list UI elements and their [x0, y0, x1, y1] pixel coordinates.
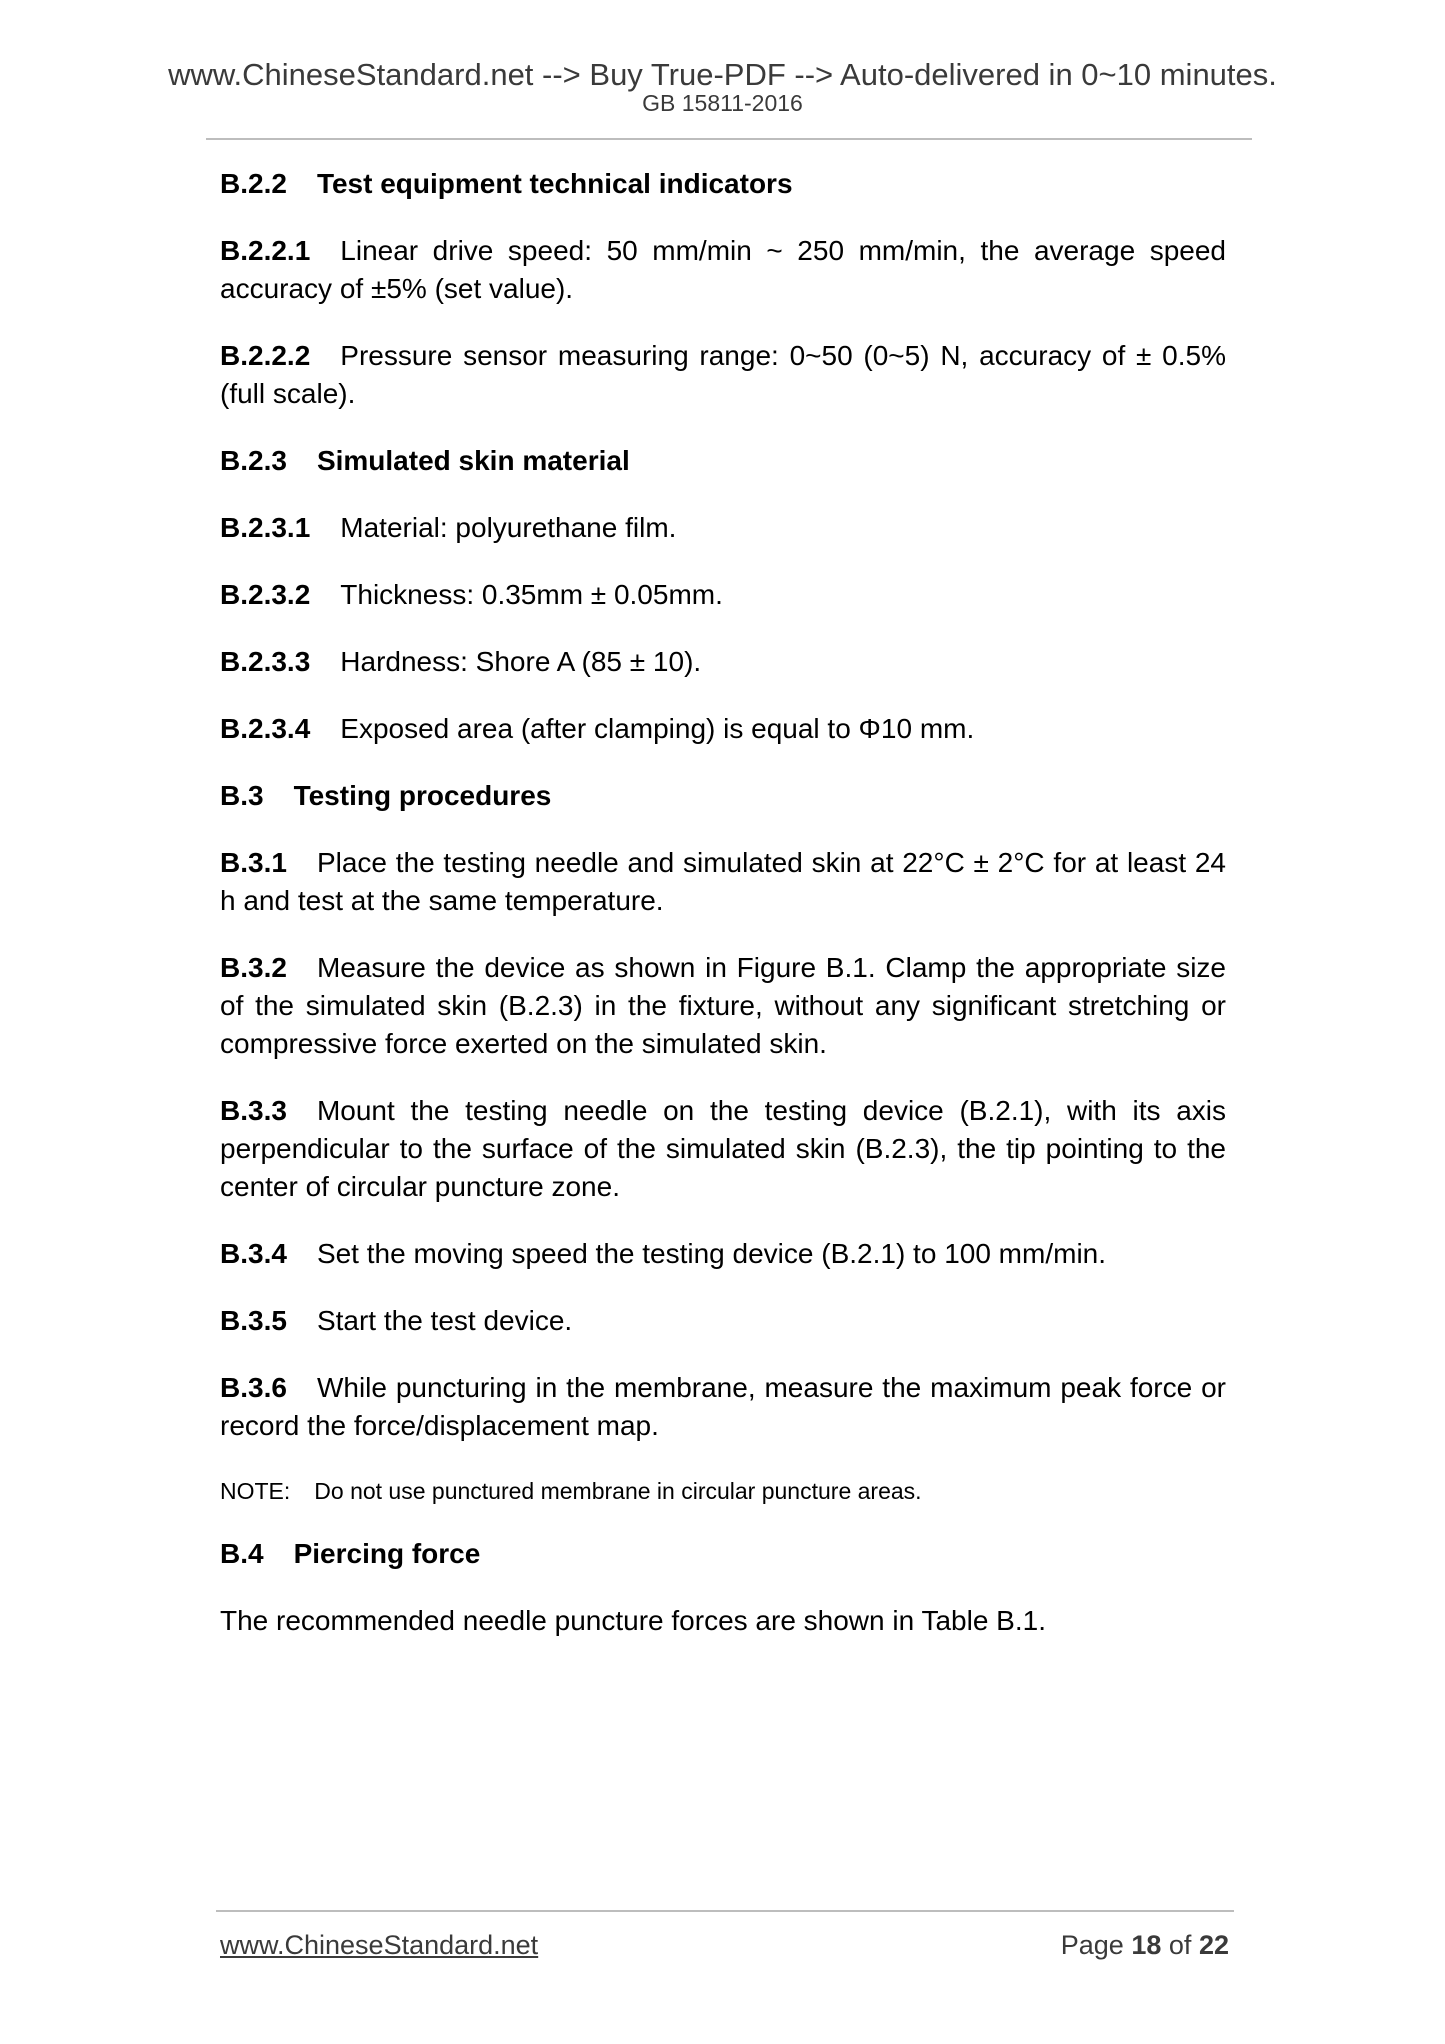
- clause-text: Material: polyurethane film.: [340, 512, 677, 543]
- clause-paragraph: [220, 1602, 1226, 1640]
- heading-text: Test equipment technical indicators: [316, 168, 793, 199]
- section-heading: [220, 777, 1226, 815]
- document-body: [220, 165, 1226, 1669]
- clause-text: Mount the testing needle on the testing device (B.2.1), with its axis perpendicular to the surface of the simulated skin (B.2.3), the tip pointing to the center of circular puncture zone.: [220, 1095, 1226, 1202]
- clause-text: Measure the device as shown in Figure B.1. Clamp the appropriate size of the simulated skin (B.2.3) in the fixture, without any significant stretching or compressive force exerted on the simulated skin.: [220, 952, 1226, 1059]
- heading-text: Testing procedures: [293, 780, 552, 811]
- clause-paragraph: [220, 949, 1226, 1063]
- header-divider: [206, 138, 1252, 140]
- clause-text: Linear drive speed: 50 mm/min ~ 250 mm/min, the average speed accuracy of ±5% (set value).: [220, 235, 1226, 304]
- section-heading: [220, 1535, 1226, 1573]
- clause-text: Thickness: 0.35mm ± 0.05mm.: [340, 579, 723, 610]
- clause-number: B.3.2: [220, 952, 287, 983]
- clause-text: Do not use punctured membrane in circular puncture areas.: [314, 1478, 922, 1504]
- clause-number: B.3.4: [220, 1238, 287, 1269]
- clause-number: B.2.2.2: [220, 340, 311, 371]
- footer-site-link[interactable]: www.ChineseStandard.net: [220, 1930, 539, 1960]
- clause-paragraph: [220, 509, 1226, 547]
- clause-number: B.4: [220, 1538, 264, 1569]
- clause-paragraph: [220, 710, 1226, 748]
- clause-text: Pressure sensor measuring range: 0~50 (0~5) N, accuracy of ± 0.5% (full scale).: [220, 340, 1226, 409]
- clause-number: B.3.3: [220, 1095, 287, 1126]
- clause-number: B.3.6: [220, 1372, 287, 1403]
- header-banner[interactable]: www.ChineseStandard.net --> Buy True-PDF --> Auto-delivered in 0~10 minutes.: [168, 57, 1277, 92]
- clause-paragraph: [220, 1092, 1226, 1206]
- heading-text: Piercing force: [293, 1538, 481, 1569]
- clause-paragraph: [220, 576, 1226, 614]
- section-heading: [220, 442, 1226, 480]
- page-total: 22: [1198, 1930, 1229, 1960]
- note-paragraph: [220, 1474, 1226, 1508]
- clause-number: B.2.3.2: [220, 579, 311, 610]
- clause-paragraph: [220, 844, 1226, 920]
- page-current: 18: [1131, 1930, 1162, 1960]
- clause-number: B.2.2.1: [220, 235, 311, 266]
- clause-paragraph: [220, 643, 1226, 681]
- clause-text: Place the testing needle and simulated skin at 22°C ± 2°C for at least 24 h and test at the same temperature.: [220, 847, 1226, 916]
- clause-number: B.3: [220, 780, 264, 811]
- clause-text: Exposed area (after clamping) is equal to Φ10 mm.: [340, 713, 975, 744]
- clause-text: Start the test device.: [316, 1305, 573, 1336]
- clause-number: B.2.3.1: [220, 512, 311, 543]
- page-label: Page: [1060, 1930, 1124, 1960]
- clause-number: B.2.3: [220, 445, 287, 476]
- clause-number: B.2.3.4: [220, 713, 311, 744]
- clause-text: Set the moving speed the testing device (B.2.1) to 100 mm/min.: [316, 1238, 1107, 1269]
- section-heading: [220, 165, 1226, 203]
- clause-number: B.3.5: [220, 1305, 287, 1336]
- clause-paragraph: [220, 337, 1226, 413]
- clause-number: B.3.1: [220, 847, 287, 878]
- clause-text: The recommended needle puncture forces are shown in Table B.1.: [220, 1605, 1046, 1636]
- clause-text: Hardness: Shore A (85 ± 10).: [340, 646, 702, 677]
- clause-number: B.2.3.3: [220, 646, 311, 677]
- note-label: NOTE:: [220, 1478, 291, 1504]
- standard-number: GB 15811-2016: [642, 90, 803, 116]
- page-of-label: of: [1168, 1930, 1192, 1960]
- clause-paragraph: [220, 232, 1226, 308]
- clause-paragraph: [220, 1369, 1226, 1445]
- footer-divider: [216, 1910, 1234, 1912]
- page-indicator: [1061, 1930, 1229, 1961]
- clause-text: While puncturing in the membrane, measure the maximum peak force or record the force/displacement map.: [220, 1372, 1226, 1441]
- clause-number: B.2.2: [220, 168, 287, 199]
- heading-text: Simulated skin material: [316, 445, 630, 476]
- clause-paragraph: [220, 1235, 1226, 1273]
- clause-paragraph: [220, 1302, 1226, 1340]
